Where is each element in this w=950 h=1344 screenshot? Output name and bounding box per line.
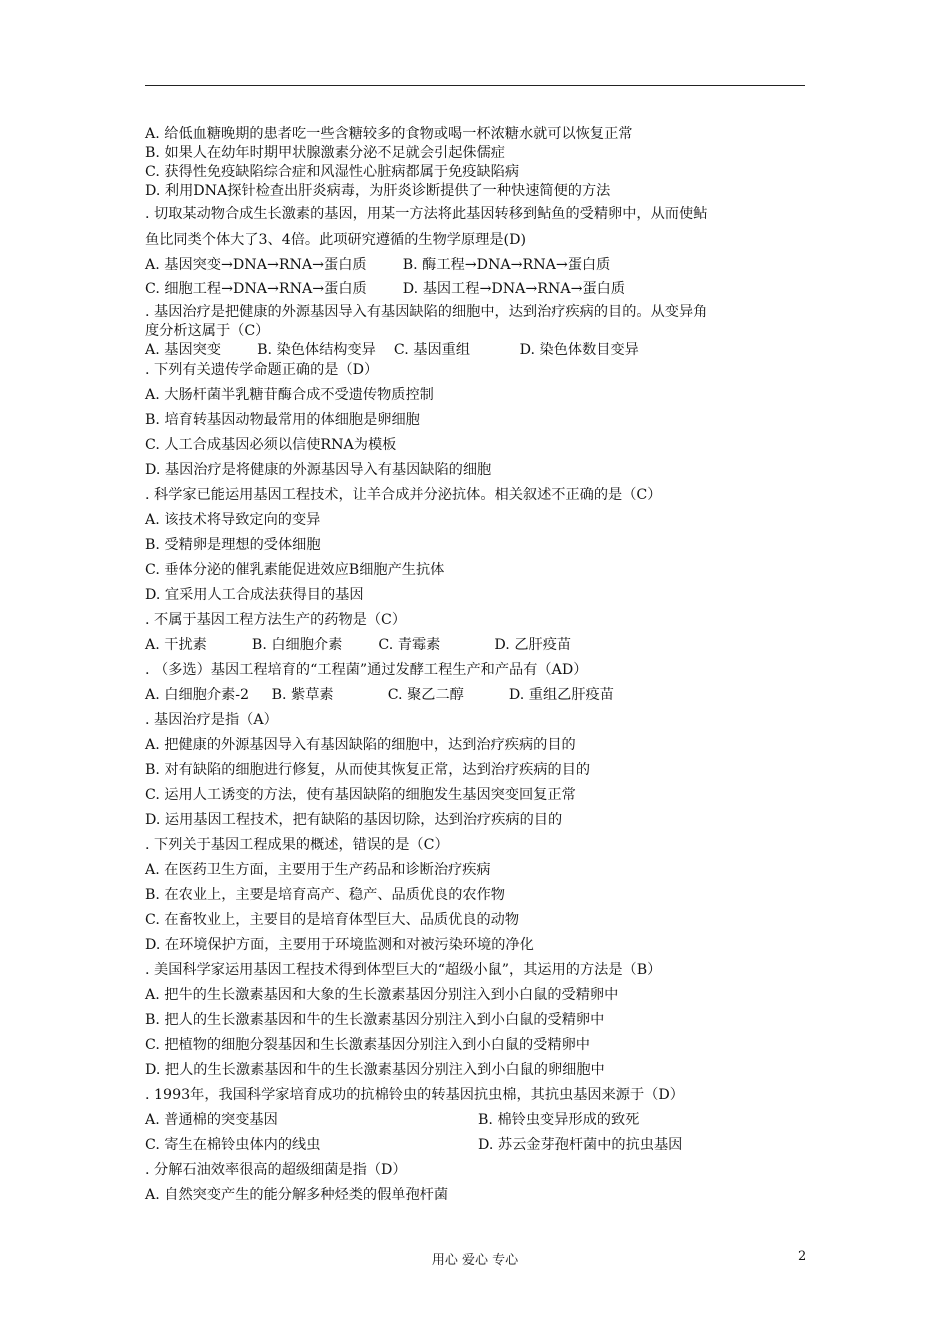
text-line: . 基因治疗是把健康的外源基因导入有基因缺陷的细胞中，达到治疗疾病的目的。从变异角 xyxy=(145,304,708,320)
page-footer: 用心 爱心 专心 xyxy=(431,1253,519,1268)
text-line: . 切取某动物合成生长激素的基因，用某一方法将此基因转移到鲇鱼的受精卵中，从而使鲇 xyxy=(145,206,708,222)
text-line: C. 寄生在棉铃虫体内的线虫 xyxy=(145,1137,321,1153)
text-line: A. 白细胞介素-2 B. 紫草素 C. 聚乙二醇 D. 重组乙肝疫苗 xyxy=(145,687,614,703)
text-line: C. 把植物的细胞分裂基因和生长激素基因分别注入到小白鼠的受精卵中 xyxy=(145,1037,590,1053)
text-line: B. 在农业上，主要是培育高产、稳产、品质优良的农作物 xyxy=(145,887,505,903)
text-line: B. 培育转基因动物最常用的体细胞是卵细胞 xyxy=(145,412,420,428)
text-line: A. 把牛的生长激素基因和大象的生长激素基因分别注入到小白鼠的受精卵中 xyxy=(145,987,619,1003)
page-number: 2 xyxy=(798,1249,807,1264)
text-line: C. 在畜牧业上，主要目的是培育体型巨大、品质优良的动物 xyxy=(145,912,520,928)
text-line: . 下列关于基因工程成果的概述，错误的是（C） xyxy=(145,837,449,853)
text-line: . 下列有关遗传学命题正确的是（D） xyxy=(145,362,379,378)
text-line: 度分析这属于（C） xyxy=(145,323,270,339)
text-line: C. 人工合成基因必须以信使RNA为模板 xyxy=(145,437,397,453)
text-line: A. 把健康的外源基因导入有基因缺陷的细胞中，达到治疗疾病的目的 xyxy=(145,737,576,753)
text-line: A. 基因突变 B. 染色体结构变异 C. 基因重组 D. 染色体数目变异 xyxy=(145,342,639,358)
text-line-col2: D. 苏云金芽孢杆菌中的抗虫基因 xyxy=(478,1137,683,1153)
text-line: . 美国科学家运用基因工程技术得到体型巨大的“超级小鼠”，其运用的方法是（B） xyxy=(145,962,662,978)
text-line: C. 获得性免疫缺陷综合症和风湿性心脏病都属于免疫缺陷病 xyxy=(145,164,520,180)
text-line: A. 自然突变产生的能分解多种烃类的假单孢杆菌 xyxy=(145,1187,449,1203)
text-line: A. 在医药卫生方面，主要用于生产药品和诊断治疗疾病 xyxy=(145,862,491,878)
text-line: A. 给低血糖晚期的患者吃一些含糖较多的食物或喝一杯浓糖水就可以恢复正常 xyxy=(145,126,633,142)
text-line: . 分解石油效率很高的超级细菌是指（D） xyxy=(145,1162,407,1178)
text-line: . 基因治疗是指（A） xyxy=(145,712,278,728)
text-line: D. 利用DNA探针检查出肝炎病毒，为肝炎诊断提供了一种快速简便的方法 xyxy=(145,183,611,199)
text-line: B. 受精卵是理想的受体细胞 xyxy=(145,537,321,553)
text-line: D. 在环境保护方面，主要用于环境监测和对被污染环境的净化 xyxy=(145,937,534,953)
text-line: B. 如果人在幼年时期甲状腺激素分泌不足就会引起侏儒症 xyxy=(145,145,505,161)
text-line: 鱼比同类个体大了3、4倍。此项研究遵循的生物学原理是(D) xyxy=(145,232,526,248)
text-line: C. 垂体分泌的催乳素能促进效应B细胞产生抗体 xyxy=(145,562,445,578)
text-line: . 1993年，我国科学家培育成功的抗棉铃虫的转基因抗虫棉，其抗虫基因来源于（D） xyxy=(145,1087,684,1103)
text-line: . 科学家已能运用基因工程技术，让羊合成并分泌抗体。相关叙述不正确的是（C） xyxy=(145,487,662,503)
text-line-col2: B. 棉铃虫变异形成的致死 xyxy=(478,1112,640,1128)
text-line: A. 基因突变→DNA→RNA→蛋白质 B. 酶工程→DNA→RNA→蛋白质 xyxy=(145,257,611,273)
text-line: D. 把人的生长激素基因和牛的生长激素基因分别注入到小白鼠的卵细胞中 xyxy=(145,1062,605,1078)
text-line: C. 细胞工程→DNA→RNA→蛋白质 D. 基因工程→DNA→RNA→蛋白质 xyxy=(145,281,626,297)
text-line: C. 运用人工诱变的方法，使有基因缺陷的细胞发生基因突变回复正常 xyxy=(145,787,576,803)
text-line: . （多选）基因工程培育的“工程菌”通过发酵工程生产和产品有（AD） xyxy=(145,662,588,678)
text-line: D. 运用基因工程技术，把有缺陷的基因切除，达到治疗疾病的目的 xyxy=(145,812,563,828)
text-line: B. 对有缺陷的细胞进行修复，从而使其恢复正常，达到治疗疾病的目的 xyxy=(145,762,591,778)
text-line: A. 大肠杆菌半乳糖苷酶合成不受遗传物质控制 xyxy=(145,387,434,403)
text-line: D. 宜采用人工合成法获得目的基因 xyxy=(145,587,364,603)
text-line: A. 该技术将导致定向的变异 xyxy=(145,512,321,528)
header-rule xyxy=(145,85,805,86)
text-line: B. 把人的生长激素基因和牛的生长激素基因分别注入到小白鼠的受精卵中 xyxy=(145,1012,605,1028)
text-line: A. 干扰素 B. 白细胞介素 C. 青霉素 D. 乙肝疫苗 xyxy=(145,637,572,653)
text-line: D. 基因治疗是将健康的外源基因导入有基因缺陷的细胞 xyxy=(145,462,492,478)
text-line: A. 普通棉的突变基因 xyxy=(145,1112,278,1128)
text-line: . 不属于基因工程方法生产的药物是（C） xyxy=(145,612,407,628)
